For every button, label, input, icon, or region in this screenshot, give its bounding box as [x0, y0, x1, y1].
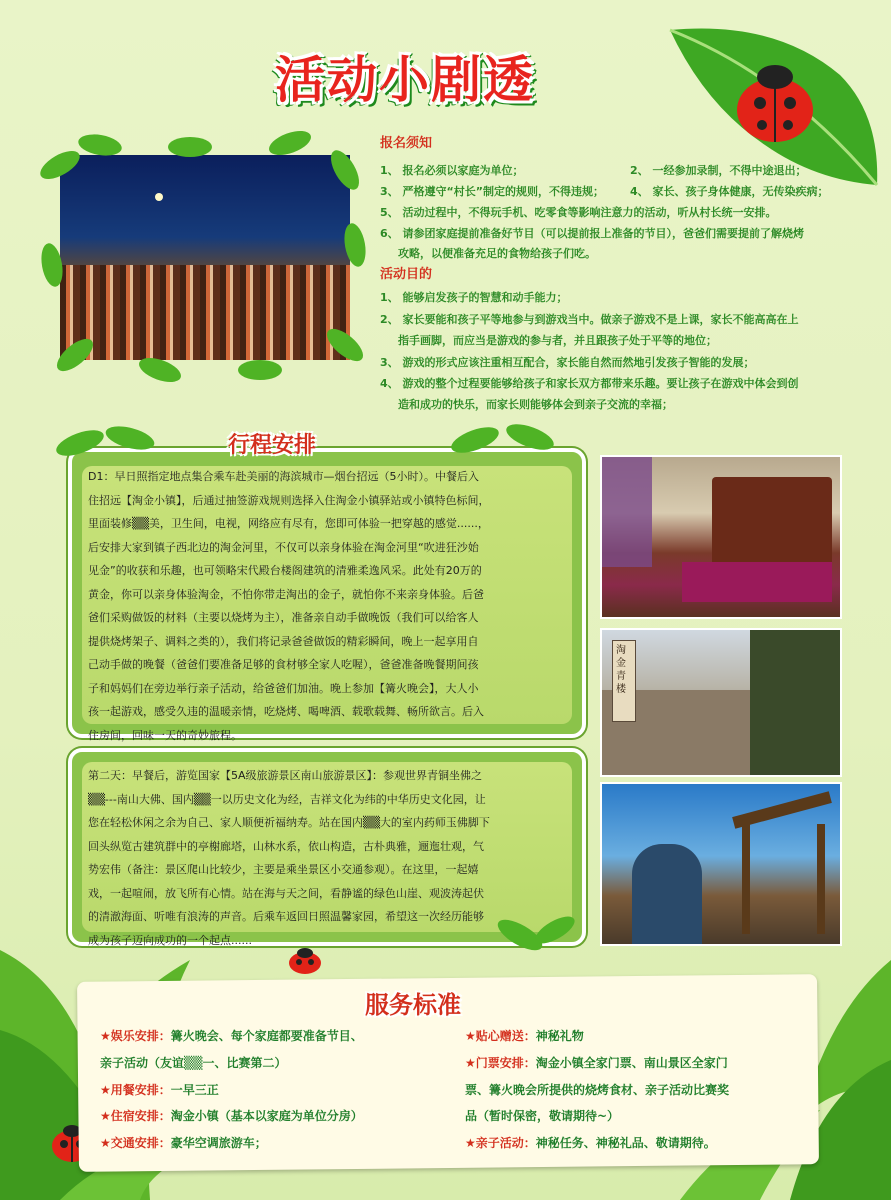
notice-heading: 报名须知	[380, 136, 433, 151]
day2-line: 成为孩子迈向成功的一个起点......	[88, 933, 252, 947]
day1-line: 子和妈妈们在旁边举行亲子活动，给爸爸们加油。晚上参加【篝火晚会】，大人小	[88, 681, 479, 695]
shop-sign-text: 淘金青楼	[616, 645, 626, 695]
service-text: 神秘礼物	[535, 1029, 584, 1043]
ladybug-icon	[285, 945, 325, 975]
day1-line: 见金”的收获和乐趣，也可领略宋代殿台楼阁建筑的清雅柔逸风采。此处有20万的	[88, 564, 482, 577]
service-left-item	[100, 1081, 219, 1098]
leaf-frame	[40, 125, 370, 385]
service-heading: 服务标准	[365, 991, 461, 1019]
gold-panning-performer-photo	[600, 782, 842, 946]
service-right-item	[465, 1134, 716, 1151]
day2-text	[88, 764, 490, 952]
service-left-item	[100, 1027, 363, 1044]
leaf-cluster-left	[50, 418, 170, 468]
purpose-item: 1、 能够启发孩子的智慧和动手能力；	[380, 291, 568, 304]
service-text: 票、篝火晚会所提供的烧烤食材、亲子活动比赛奖	[465, 1083, 730, 1097]
purpose-item: 造和成功的快乐，而家长则能够体会到亲子交流的幸福；	[398, 398, 673, 411]
service-text: 篝火晚会、每个家庭都要准备节目、	[170, 1029, 363, 1043]
purpose-item: 3、 游戏的形式应该注重相互配合，家长能自然而然地引发孩子智能的发展；	[380, 356, 755, 369]
leaf-cluster-bottom	[490, 905, 580, 960]
notice-item: 2、 一经参加录制，不得中途退出；	[630, 164, 807, 177]
notice-item: 5、 活动过程中，不得玩手机、吃零食等影响注意力的活动，听从村长统一安排。	[380, 206, 777, 219]
service-left-item	[100, 1107, 363, 1124]
service-text: 神秘任务、神秘礼品、敬请期待。	[535, 1136, 716, 1150]
leaf-cluster-right	[440, 415, 570, 465]
notice-item: 4、 家长、孩子身体健康，无传染疾病；	[630, 185, 829, 198]
service-label: ★贴心赠送：	[465, 1029, 536, 1043]
day2-line: 回头纵览古建筑群中的亭榭廊塔，山林水系，依山构造，古朴典雅，逦迤壮观，气	[88, 839, 484, 853]
day1-line: 后安排大家到镇子西北边的淘金河里，不仅可以亲身体验在淘金河里“吹进狂沙始	[88, 540, 479, 554]
day1-line: 里面装修▒▒美，卫生间，电视，网络应有尽有，您即可体验一把穿越的感觉......，	[88, 517, 489, 530]
day1-line: D1：早日照指定地点集合乘车赴美丽的海滨城市—烟台招远（5小时）。中餐后入	[88, 470, 479, 483]
day1-line: 孩一起游戏，感受久违的温暖亲情，吃烧烤、喝啤酒、载歌载舞、畅所欲言。后入	[88, 705, 484, 718]
service-label: ★门票安排：	[465, 1056, 536, 1070]
purpose-heading: 活动目的	[380, 267, 433, 282]
day1-line: 黄金，你可以亲身体验淘金，不怕你带走淘出的金子，就怕你不来亲身体验。后爸	[88, 587, 484, 601]
itinerary-heading: 行程安排	[228, 433, 317, 458]
service-label: ★交通安排：	[100, 1136, 171, 1150]
service-right-item	[465, 1081, 729, 1098]
service-left-item	[100, 1054, 286, 1071]
day1-line: 己动手做的晚餐（爸爸们要准备足够的食材够全家人吃喔），爸爸准备晚餐期间孩	[88, 658, 479, 671]
notice-item: 1、 报名必须以家庭为单位；	[380, 164, 524, 177]
day2-line: 第二天：早餐后，游览国家【5A级旅游景区南山旅游景区】：参观世界青铜坐佛之	[88, 769, 483, 782]
service-text: 品（暂时保密，敬请期待~）	[465, 1109, 620, 1123]
service-label: ★亲子活动：	[465, 1136, 536, 1150]
service-text: 淘金小镇（基本以家庭为单位分房）	[170, 1109, 363, 1123]
purpose-item: 2、 家长要能和孩子平等地参与到游戏当中。做亲子游戏不是上课，家长不能高高在上	[380, 313, 799, 326]
purpose-item: 指手画脚，而应当是游戏的参与者，并且跟孩子处于平等的地位；	[398, 334, 717, 347]
service-label: ★住宿安排：	[100, 1109, 171, 1123]
day1-line: 住招远【淘金小镇】，后通过抽签游戏规则选择入住淘金小镇驿站或小镇特色标间，	[88, 493, 490, 507]
hotel-room-photo	[600, 455, 842, 619]
day2-line: 势宏伟（备注：景区爬山比较少，主要是乘坐景区小交通参观）。在这里，一起嬉	[88, 863, 479, 876]
day1-line: 爸们采购做饭的材料（主要以烧烤为主），准备亲自动手做晚饭（我们可以给客人	[88, 611, 479, 624]
notice-item: 3、 严格遵守“村长”制定的规则，不得违规；	[380, 185, 604, 198]
day1-line: 住房间，回味一天的奇妙旅程。	[88, 728, 242, 742]
day2-line: 戏，一起喧闹，放飞所有心情。站在海与天之间，看静谧的绿色山崖、观波涛起伏	[88, 886, 484, 900]
service-label: ★娱乐安排：	[100, 1029, 171, 1043]
service-left-item	[100, 1134, 267, 1151]
day1-text	[88, 465, 490, 747]
day2-line: 的清澈海面、听唯有浪涛的声音。后乘车返回日照温馨家园，希望这一次经历能够	[88, 910, 484, 923]
service-right-item	[465, 1027, 584, 1044]
service-text: 亲子活动（友谊▒▒一、比赛第二）	[100, 1056, 287, 1070]
day2-line: ▒▒---南山大佛、国内▒▒一以历史文化为经，吉祥文化为纬的中华历史文化园，让	[88, 792, 486, 806]
notice-item: 攻略，以便准备充足的食物给孩子们吃。	[398, 247, 596, 260]
service-right-item	[465, 1054, 728, 1071]
service-text: 豪华空调旅游车；	[170, 1136, 267, 1150]
notice-item: 6、 请参团家庭提前准备好节目（可以提前报上准备的节目），爸爸们需要提前了解烧烤	[380, 227, 804, 240]
service-label: ★用餐安排：	[100, 1083, 171, 1097]
day2-line: 您在轻松休闲之余为自己、家人顺便祈福纳寿。站在国内▒▒大的室内药师玉佛脚下	[88, 816, 490, 829]
service-right-item	[465, 1107, 619, 1124]
old-town-street-photo	[600, 628, 842, 777]
main-title: 活动小剧透	[275, 51, 535, 109]
service-text: 淘金小镇全家门票、南山景区全家门	[535, 1056, 728, 1070]
day1-line: 提供烧烤架子、调料之类的），我们将记录爸爸做饭的精彩瞬间，晚上一起享用自	[88, 634, 479, 648]
service-text: 一早三正	[170, 1083, 219, 1097]
purpose-item: 4、 游戏的整个过程要能够给孩子和家长双方都带来乐趣。要让孩子在游戏中体会到创	[380, 377, 799, 390]
